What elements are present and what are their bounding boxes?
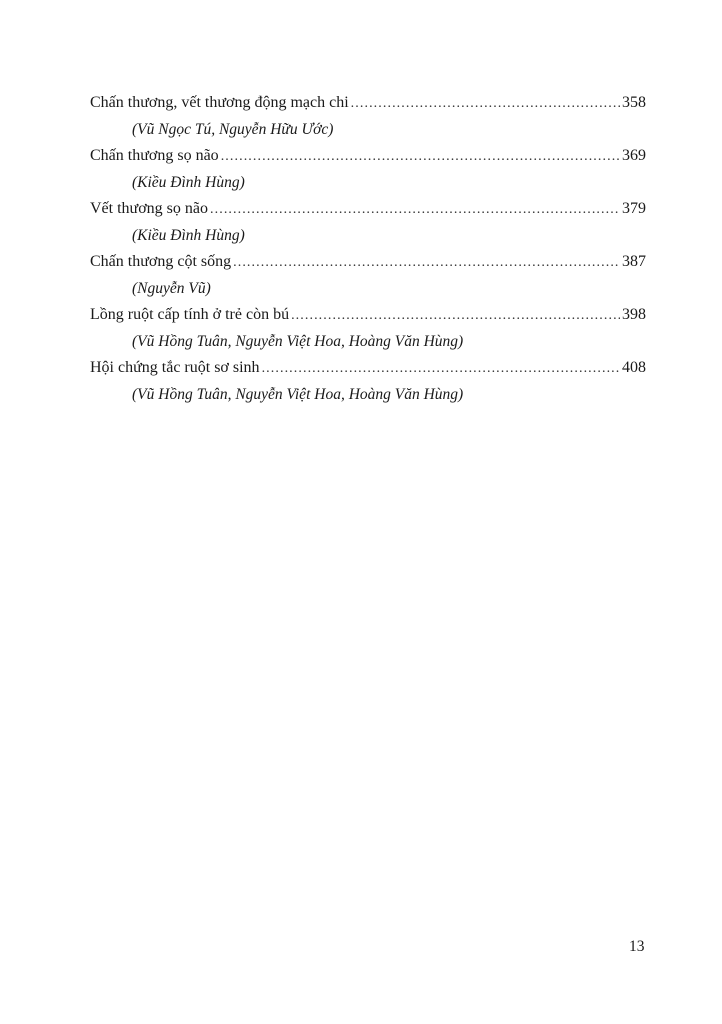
toc-entry-title: Vết thương sọ não — [90, 200, 209, 217]
toc-entry-title: Chấn thương, vết thương động mạch chi — [90, 94, 349, 111]
toc-entry-title: Lồng ruột cấp tính ở trẻ còn bú — [90, 306, 290, 323]
table-of-contents — [90, 90, 646, 408]
page-number: 13 — [629, 938, 645, 955]
toc-entry — [90, 90, 646, 117]
toc-entry-title: Hội chứng tắc ruột sơ sinh — [90, 359, 260, 376]
dot-leader — [262, 356, 620, 383]
toc-entry — [90, 355, 646, 382]
dot-leader — [221, 144, 620, 171]
toc-entry-authors: (Vũ Hồng Tuân, Nguyễn Việt Hoa, Hoàng Văn Hùng) — [132, 385, 464, 403]
dot-leader — [351, 91, 620, 118]
dot-leader — [233, 250, 620, 277]
toc-entry-title: Chấn thương sọ não — [90, 147, 219, 164]
dot-leader — [291, 303, 620, 330]
toc-entry — [90, 196, 646, 223]
toc-entry-authors: (Nguyễn Vũ) — [132, 279, 211, 297]
toc-entry-page: 358 — [622, 94, 646, 111]
toc-entry-authors: (Vũ Hồng Tuân, Nguyễn Việt Hoa, Hoàng Văn Hùng) — [132, 332, 464, 350]
toc-entry-authors: (Kiều Đình Hùng) — [132, 226, 245, 244]
toc-entry — [90, 249, 646, 276]
toc-entry-title: Chấn thương cột sống — [90, 253, 232, 270]
toc-entry-page: 379 — [622, 200, 646, 217]
toc-entry-authors: (Kiều Đình Hùng) — [132, 173, 245, 191]
toc-entry-authors: (Vũ Ngọc Tú, Nguyễn Hữu Ước) — [132, 120, 334, 138]
toc-entry-page: 387 — [622, 253, 646, 270]
dot-leader — [210, 197, 620, 224]
toc-entry-page: 398 — [622, 306, 646, 323]
toc-entry — [90, 302, 646, 329]
toc-entry-page: 408 — [622, 359, 646, 376]
toc-entry — [90, 143, 646, 170]
toc-entry-page: 369 — [622, 147, 646, 164]
